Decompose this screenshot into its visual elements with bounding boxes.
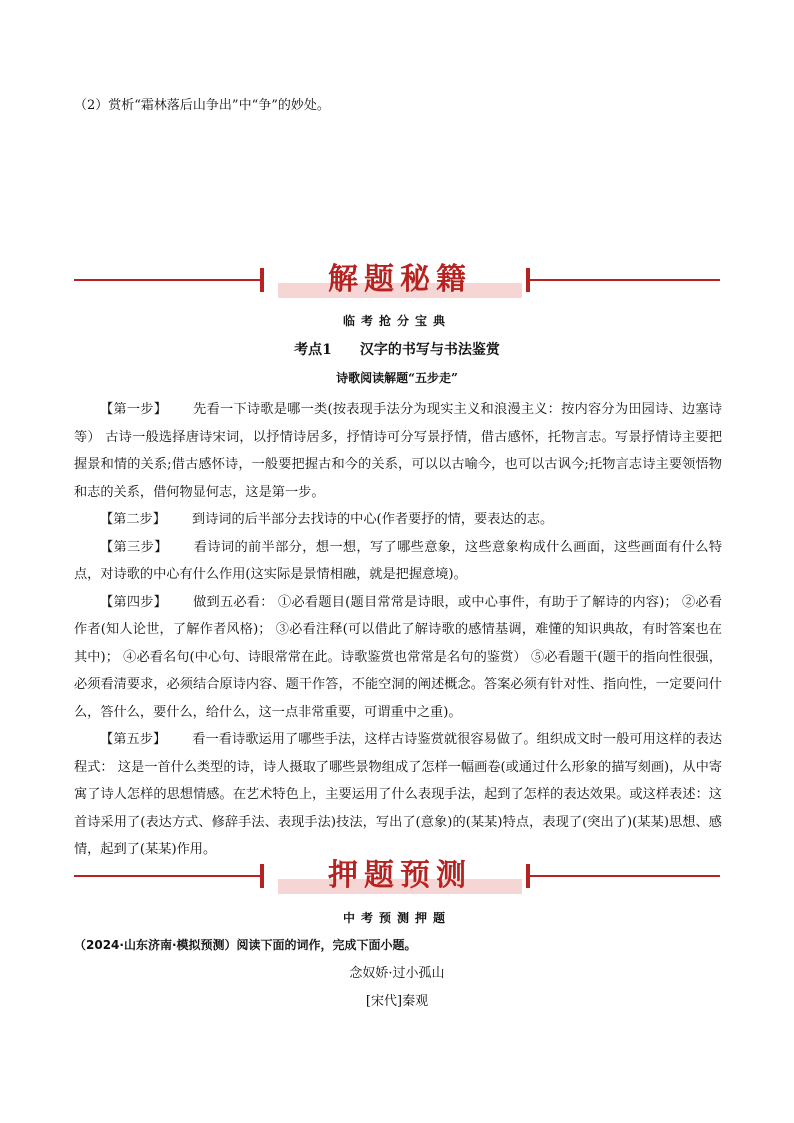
- poem-author: [宋代]秦观: [365, 994, 429, 1009]
- step-paragraph: [74, 396, 722, 506]
- step-text: 做到五必看： ①必看题目(题目常常是诗眼，或中心事件，有助于了解诗的内容)； ②必看作者(知人论世，了解作者风格)； ③必看注释(可以借此了解诗歌的感情基调，难懂的知识典故，有时答案也在其中)； ④必看名句(中心句、诗眼常常在此。诗歌鉴赏也常常是名句的鉴赏） ⑤必看题干(题干的指向性很强，必须看清要求，必须结合原诗内容、题干作答，不能空洞的阐述概念。答案必须有针对性、指向性，一定要问什么，答什么，要什么，给什么，这一点非常重要，可谓重中之重)。: [74, 594, 723, 720]
- section-title: 解题秘籍: [328, 262, 472, 297]
- step-label: 【第三步】: [100, 539, 168, 555]
- section-banner-prediction: [74, 858, 720, 898]
- step-text: 到诗词的后半部分去找诗的中心(作者要抒的情，要表达的志。: [191, 512, 554, 527]
- step-paragraph: [74, 534, 722, 589]
- banner-bar-left: [260, 268, 264, 292]
- section-title: 押题预测: [328, 858, 472, 893]
- question-2: （2）赏析“霜林落后山争出”中“争”的妙处。: [74, 98, 330, 113]
- steps-list: [74, 396, 722, 864]
- step-label: 【第二步】: [100, 512, 166, 527]
- exercise-source: （2024·山东济南·模拟预测）阅读下面的词作，完成下面小题。: [74, 938, 417, 952]
- section-subtitle: 中考预测押题: [342, 911, 451, 925]
- step-label: 【第五步】: [100, 732, 167, 747]
- banner-rule-left: [74, 279, 260, 281]
- section-banner-solutions: [74, 262, 720, 302]
- step-paragraph: [74, 506, 722, 534]
- step-label: 【第一步】: [100, 402, 168, 417]
- method-heading: 诗歌阅读解题“五步走”: [336, 371, 458, 385]
- step-label: 【第四步】: [100, 594, 168, 610]
- step-text: 先看一下诗歌是哪一类(按表现手法分为现实主义和浪漫主义：按内容分为田园诗、边塞诗等） 古诗一般选择唐诗宋词，以抒情诗居多，抒情诗可分写景抒情，借古感怀，托物言志。写景抒情诗主要把握景和情的关系;借古感怀诗，一般要把握古和今的关系，可以以古喻今，也可以古讽今;托物言志诗主要领悟物和志的关系，借何物显何志，这是第一步。: [74, 402, 723, 500]
- step-text: 看一看诗歌运用了哪些手法，这样古诗鉴赏就很容易做了。组织成文时一般可用这样的表达程式： 这是一首什么类型的诗，诗人摄取了哪些景物组成了怎样一幅画卷(或通过什么形象的描写刻画)，从中寄寓了诗人怎样的思想情感。在艺术特色上，主要运用了什么表现手法，起到了怎样的表达效果。或这样表述：这首诗采用了(表达方式、修辞手法、表现手法)技法，写出了(意象)的(某某)特点，表现了(突出了)(某某)思想、感情，起到了(某某)作用。: [74, 732, 723, 857]
- banner-rule-left: [74, 875, 260, 877]
- step-paragraph: [74, 589, 722, 727]
- poem-title: 念奴娇·过小孤山: [349, 966, 445, 981]
- topic-heading: 考点1 汉字的书写与书法鉴赏: [294, 342, 500, 358]
- step-paragraph: [74, 726, 722, 864]
- section-subtitle: 临考抢分宝典: [342, 314, 451, 328]
- banner-rule-right: [530, 279, 720, 281]
- banner-rule-right: [530, 875, 720, 877]
- banner-bar-left: [260, 864, 264, 888]
- step-text: 看诗词的前半部分，想一想，写了哪些意象，这些意象构成什么画面，这些画面有什么特点，对诗歌的中心有什么作用(这实际是景情相融，就是把握意境)。: [74, 539, 723, 582]
